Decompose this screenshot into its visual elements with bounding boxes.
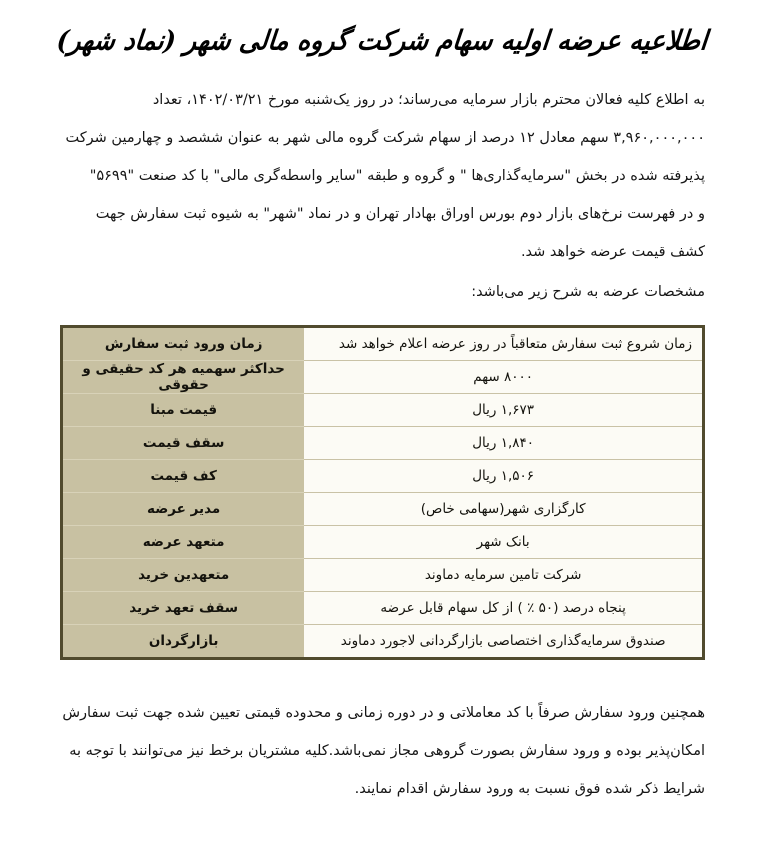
table-cell-label: مدیر عرضه (62, 493, 305, 526)
intro-line-5: کشف قیمت عرضه خواهد شد. (520, 244, 705, 260)
footer-paragraph (60, 694, 705, 808)
table-row (62, 592, 704, 625)
specs-table-container (60, 325, 705, 660)
specs-table (60, 325, 705, 660)
table-cell-label: سقف تعهد خرید (62, 592, 305, 625)
table-row (62, 526, 704, 559)
table-cell-label: متعهدین خرید (62, 559, 305, 592)
intro-line-3: پذیرفته شده در بخش "سرمایه‌گذاری‌ها " و گروه و طبقه "سایر واسطه‌گری مالی" با کد صنعت "۵۶۹۹" (89, 168, 705, 184)
table-cell-value: زمان شروع ثبت سفارش متعاقباً در روز عرضه اعلام خواهد شد (304, 327, 703, 361)
specs-table-body (62, 327, 704, 659)
table-cell-value: صندوق سرمایه‌گذاری اختصاصی بازارگردانی لاجورد دماوند (304, 625, 703, 659)
intro-line-4: و در فهرست نرخ‌های بازار دوم بورس اوراق بهادار تهران و در نماد "شهر" به شیوه ثبت سفارش جهت (95, 206, 705, 222)
footer-paragraph-block (60, 694, 705, 808)
title-container (0, 0, 765, 61)
intro-line-1: به اطلاع کلیه فعالان محترم بازار سرمایه می‌رساند؛ در روز یک‌شنبه مورخ ۱۴۰۲/۰۳/۲۱، تعداد (152, 92, 705, 108)
table-cell-value: کارگزاری شهر(سهامی خاص) (304, 493, 703, 526)
table-cell-label: سقف قیمت (62, 427, 305, 460)
table-cell-label: قیمت مبنا (62, 394, 305, 427)
table-row (62, 427, 704, 460)
table-cell-label: بازارگردان (62, 625, 305, 659)
table-row (62, 394, 704, 427)
page-title: اطلاعیه عرضه اولیه سهام شرکت گروه مالی شهر (نماد شهر) (55, 24, 710, 57)
table-cell-value: ۱,۵۰۶ ریال (304, 460, 703, 493)
footer-line-3: شرایط ذکر شده فوق نسبت به ورود سفارش اقدام نمایند. (354, 781, 705, 797)
table-row (62, 327, 704, 361)
table-row (62, 559, 704, 592)
footer-line-1: همچنین ورود سفارش صرفاً با کد معاملاتی و در دوره زمانی و محدوده قیمتی تعیین شده جهت ثبت سفارش (62, 705, 705, 721)
table-row (62, 361, 704, 394)
table-cell-value: ۱,۶۷۳ ریال (304, 394, 703, 427)
table-cell-value: ۱,۸۴۰ ریال (304, 427, 703, 460)
intro-paragraph-block (60, 81, 705, 311)
table-cell-label: زمان ورود ثبت سفارش (62, 327, 305, 361)
table-cell-label: حداکثر سهمیه هر کد حقیقی و حقوقی (62, 361, 305, 394)
footer-line-2: امکان‌پذیر بوده و ورود سفارش بصورت گروهی مجاز نمی‌باشد.کلیه مشتریان برخط نیز می‌توانند با توجه به (69, 743, 705, 759)
table-cell-value: بانک شهر (304, 526, 703, 559)
intro-paragraph (60, 81, 705, 271)
intro-line-2: ۳,۹۶۰,۰۰۰,۰۰۰ سهم معادل ۱۲ درصد از سهام شرکت گروه مالی شهر به عنوان ششصد و چهارمین شرکت (65, 130, 705, 146)
table-row (62, 460, 704, 493)
table-row (62, 493, 704, 526)
table-cell-label: کف قیمت (62, 460, 305, 493)
table-row (62, 625, 704, 659)
specs-lead-text: مشخصات عرضه به شرح زیر می‌باشد: (471, 284, 705, 300)
table-cell-label: متعهد عرضه (62, 526, 305, 559)
table-cell-value: شرکت تامین سرمایه دماوند (304, 559, 703, 592)
table-cell-value: ۸۰۰۰ سهم (304, 361, 703, 394)
table-cell-value: پنجاه درصد (۵۰ ٪ ) از کل سهام قابل عرضه (304, 592, 703, 625)
